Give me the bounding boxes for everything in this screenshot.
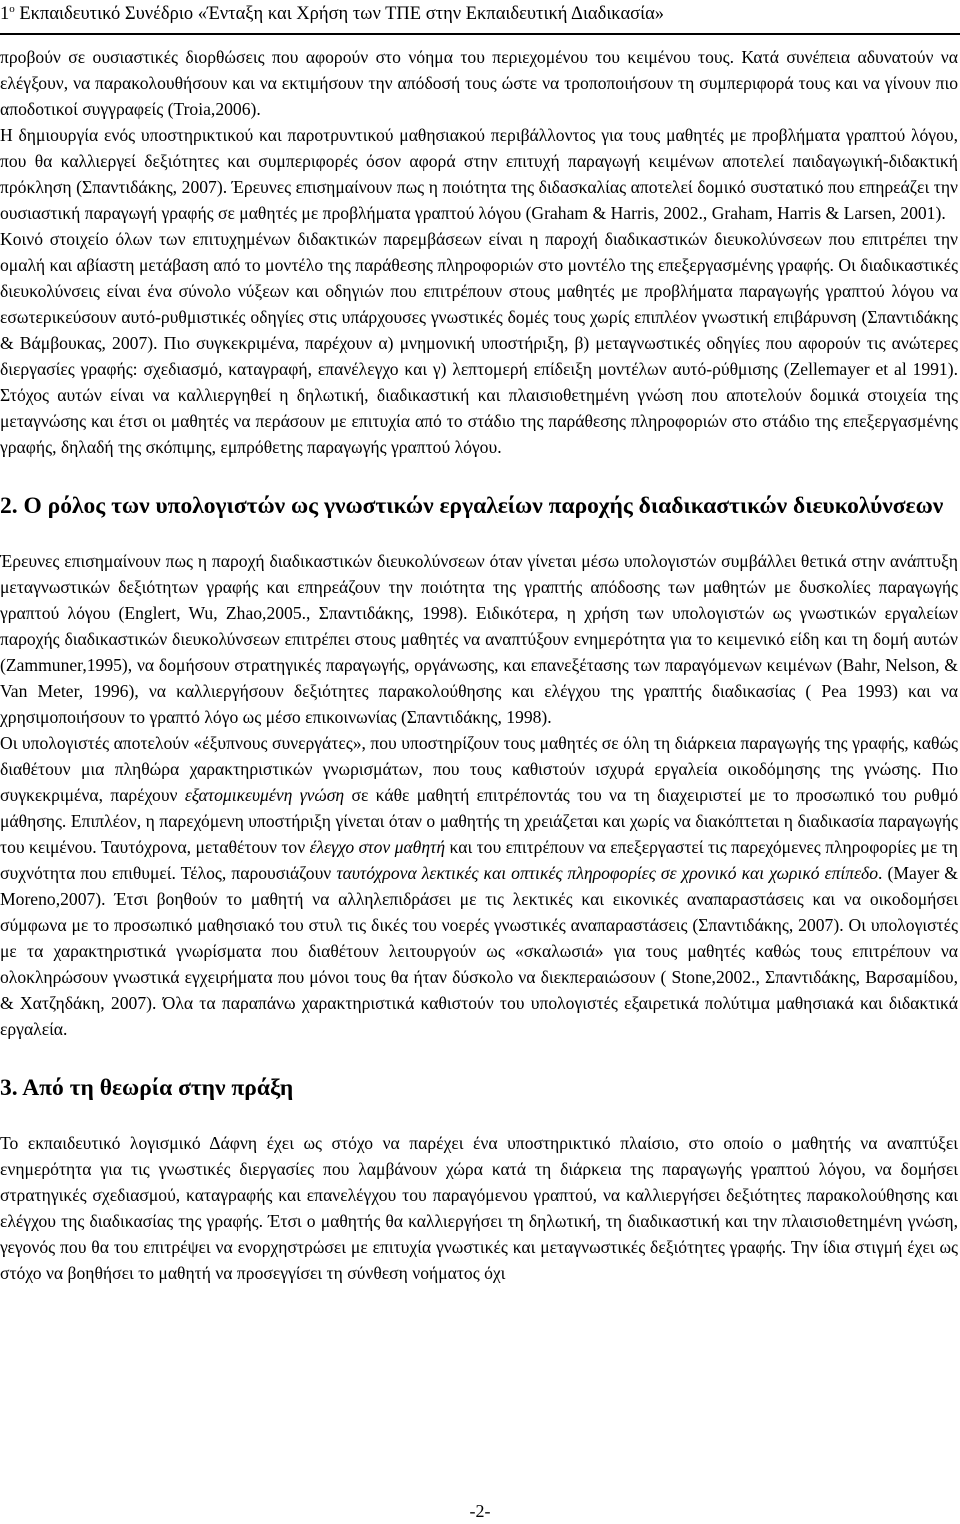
header-conference-title: Εκπαιδευτικό Συνέδριο «Ένταξη και Χρήση των ΤΠΕ στην Εκπαιδευτική Διαδικασία» [14,4,665,24]
paragraph-5-text-2: σε κάθε μαθητή επιτρέποντάς του να τη διαχειριστεί με το προσωπικό του ρυθμό μάθησης. Επιπλέον, η παρεχόμενη υποστήριξη γίνεται όταν ο μαθητής τη χρειάζεται και χωρίς να διακόπτεται η διαδικασία παραγωγής του κειμένου. Ταυτόχρονα, μεταθέτουν τον [0,785,958,857]
paragraph-5-text-3: και του επιτρέπουν να επεξεργαστεί τις παρεχόμενες πληροφορίες με τη συχνότητα που επιθυμεί. Τέλος, παρουσιάζουν [0,837,958,883]
paragraph-6: Το εκπαιδευτικό λογισμικό Δάφνη έχει ως στόχο να παρέχει ένα υποστηρικτικό πλαίσιο, στο οποίο ο μαθητής να αναπτύξει ενημερότητα για τις γνωστικές διεργασίες που λαμβάνουν χώρα κατά τη διάρκεια της παραγωγής γραπτού λόγου, να δομήσει στρατηγικές σχεδιασμού, καταγραφής και επανελέγχου του παραγόμενου γραπτού, να καλλιεργήσει δεξιότητες παρακολούθησης και ελέγχου της διαδικασίας της γραφής. Έτσι ο μαθητής θα καλλιεργήσει τη δηλωτική, τη διαδικαστική και την πλαισιοθετημένη γνώση, γεγονός που θα του επιτρέψει να ενορχηστρώσει με επιτυχία γνωστικές και μεταγνωστικές δεξιότητες γραφής. Την ίδια στιγμή έχει ως στόχο να βοηθήσει το μαθητή να προσεγγίσει τη σύνθεση νοήματος όχι [0,1133,958,1283]
header-ordinal-superscript: ο [9,2,15,15]
paragraph-5-text-4: . (Mayer & Moreno,2007). Έτσι βοηθούν το μαθητή να αλληλεπιδράσει με τις λεκτικές και εικονικές αναπαραστάσεις και να οικοδομήσει σύμφωνα με το προσωπικό μαθησιακό του στυλ τις δικές του νοερές γνωστικές αναπαραστάσεις (Σπαντιδάκης, 2007). Οι υπολογιστές με τα χαρακτηριστικά γνωρίσματα που διαθέτουν λειτουργούν ως «σκαλωσιά» για τους μαθητές καθώς τους επιτρέπουν να ολοκληρώσουν γνωστικά εγχειρήματα που μόνοι τους θα ήταν δύσκολο να διεκπεραιώσουν ( Stone,2002., Σπαντιδάκης, Βαρσαμίδου, & Χατζηδάκη, 2007). Όλα τα παραπάνω χαρακτηριστικά καθιστούν του υπολογιστές εξαιρετικά πολύτιμα μαθησιακά και διδακτικά εργαλεία. [0,863,958,1039]
header-edition-number: 1 [0,4,10,24]
paragraph-1: προβούν σε ουσιαστικές διορθώσεις που αφορούν στο νόημα του περιεχομένου του κειμένου τους. Κατά συνέπεια αδυνατούν να ελέγξουν, να παρακολουθήσουν και να εκτιμήσουν την απόδοσή τους ώστε να τροποποιήσουν τη συμπεριφορά τους και να γίνουν πιο αποδοτικοί συγγραφείς (Troia,2006). [0,47,958,119]
paragraph-5-emphasis-2: έλεγχο στον μαθητή [309,837,446,857]
page-number: -2- [469,1501,491,1521]
paragraph-5-emphasis-3: ταυτόχρονα λεκτικές και οπτικές πληροφορίες σε χρονικό και χωρικό επίπεδο [336,863,878,883]
running-header [0,0,960,36]
paragraph-5-text-1: Οι υπολογιστές αποτελούν «έξυπνους συνεργάτες», που υποστηρίζουν τους μαθητές σε όλη τη διάρκεια παραγωγής της γραφής, καθώς διαθέτουν μια πληθώρα χαρακτηριστικών γνωρισμάτων, που τους καθιστούν ισχυρά εργαλεία οικοδόμησης της γνώσης. Πιο συγκεκριμένα, παρέχουν [0,733,958,805]
paragraph-4: Έρευνες επισημαίνουν πως η παροχή διαδικαστικών διευκολύνσεων όταν γίνεται μέσω υπολογιστών συμβάλλει θετικά στην ανάπτυξη μεταγνωστικών δεξιότητων γραφής και επηρεάζουν την ποιότητα της γραπτής απόδοσης των μαθητών με δυσκολίες παραγωγής γραπτού λόγου (Englert, Wu, Zhao,2005., Σπαντιδάκης, 1998). Ειδικότερα, η χρήση των υπολογιστών ως γνωστικών εργαλείων παροχής διαδικαστικών διευκολύνσεων επιτρέπει στους μαθητές να αναπτύξουν ενημερότητα για το κειμενικό είδη και τη δομή αυτών (Zammuner,1995), να δομήσουν στρατηγικές παραγωγής, οργάνωσης, και επανεξέτασης των παραγόμενων κειμένων (Bahr, Nelson, & Van Meter, 1996), να καλλιεργήσουν δεξιότητες παρακολούθησης και ελέγχου της γραπτής διαδικασίας ( Pea 1993) και να χρησιμοποιήσουν το γραπτό λόγο ως μέσο επικοινωνίας (Σπαντιδάκης, 1998). [0,551,958,727]
paragraph-3: Κοινό στοιχείο όλων των επιτυχημένων διδακτικών παρεμβάσεων είναι η παροχή διαδικαστικών διευκολύνσεων που επιτρέπει την ομαλή και αβίαστη μετάβαση από το μοντέλο της παράθεσης πληροφοριών στο μοντέλο της επεξεργασμένης γραφής. Οι διαδικαστικές διευκολύνσεις είναι ένα σύνολο νύξεων και οδηγιών που επιτρέπουν στους μαθητές με προβλήματα παραγωγής γραπτού λόγου να εσωτερικεύσουν αυτό-ρυθμιστικές οδηγίες στις υπάρχουσες γνωστικές δομές τους χωρίς επιπλέον γνωστική επιβάρυνση (Σπαντιδάκης & Βάμβουκας, 2007). Πιο συγκεκριμένα, παρέχουν α) μνημονική υποστήριξη, β) μεταγνωστικές οδηγίες που αφορούν τις ανώτερες διεργασίες γραφής: σχεδιασμό, καταγραφή, επανέλεγχο και γ) λεπτομερή επίδειξη μοντέλων αυτό-ρύθμισης (Zellemayer et al 1991). Στόχος αυτών είναι να καλλιεργηθεί η δηλωτική, διαδικαστική και πλαισιοθετημένη γνώση που αποτελούν δομικά στοιχεία της μεταγνώσης και έτσι οι μαθητές να περάσουν με επιτυχία από το στάδιο της παράθεσης πληροφοριών στο στάδιο της επεξεργασμένης γραφής, δηλαδή της σκόπιμης, εμπρόθετης παραγωγής γραπτού λόγου. [0,229,958,457]
section-heading-2: 2. Ο ρόλος των υπολογιστών ως γνωστικών εργαλείων παροχής διαδικαστικών διευκολύνσεων [0,493,944,519]
paragraph-5-emphasis-1: εξατομικευμένη γνώση [184,785,345,805]
header-divider [0,33,960,35]
section-heading-3: 3. Από τη θεωρία στην πράξη [0,1075,294,1101]
paragraph-5 [0,730,958,1042]
page-body [0,44,958,1286]
paragraph-2: Η δημιουργία ενός υποστηρικτικού και παροτρυντικού μαθησιακού περιβάλλοντος για τους μαθητές με προβλήματα γραπτού λόγου, που θα καλλιεργεί δεξιότητες και συμπεριφορές όσον αφορά στην επιτυχή παραγωγή κειμένων αποτελεί παιδαγωγική-διδακτική πρόκληση (Σπαντιδάκης, 2007). Έρευνες επισημαίνουν πως η ποιότητα της διδασκαλίας αποτελεί δομικό συστατικό που επηρεάζει την ουσιαστική παραγωγή γραφής σε μαθητές με προβλήματα γραπτού λόγου (Graham & Harris, 2002., Graham, Harris & Larsen, 2001). [0,125,958,223]
